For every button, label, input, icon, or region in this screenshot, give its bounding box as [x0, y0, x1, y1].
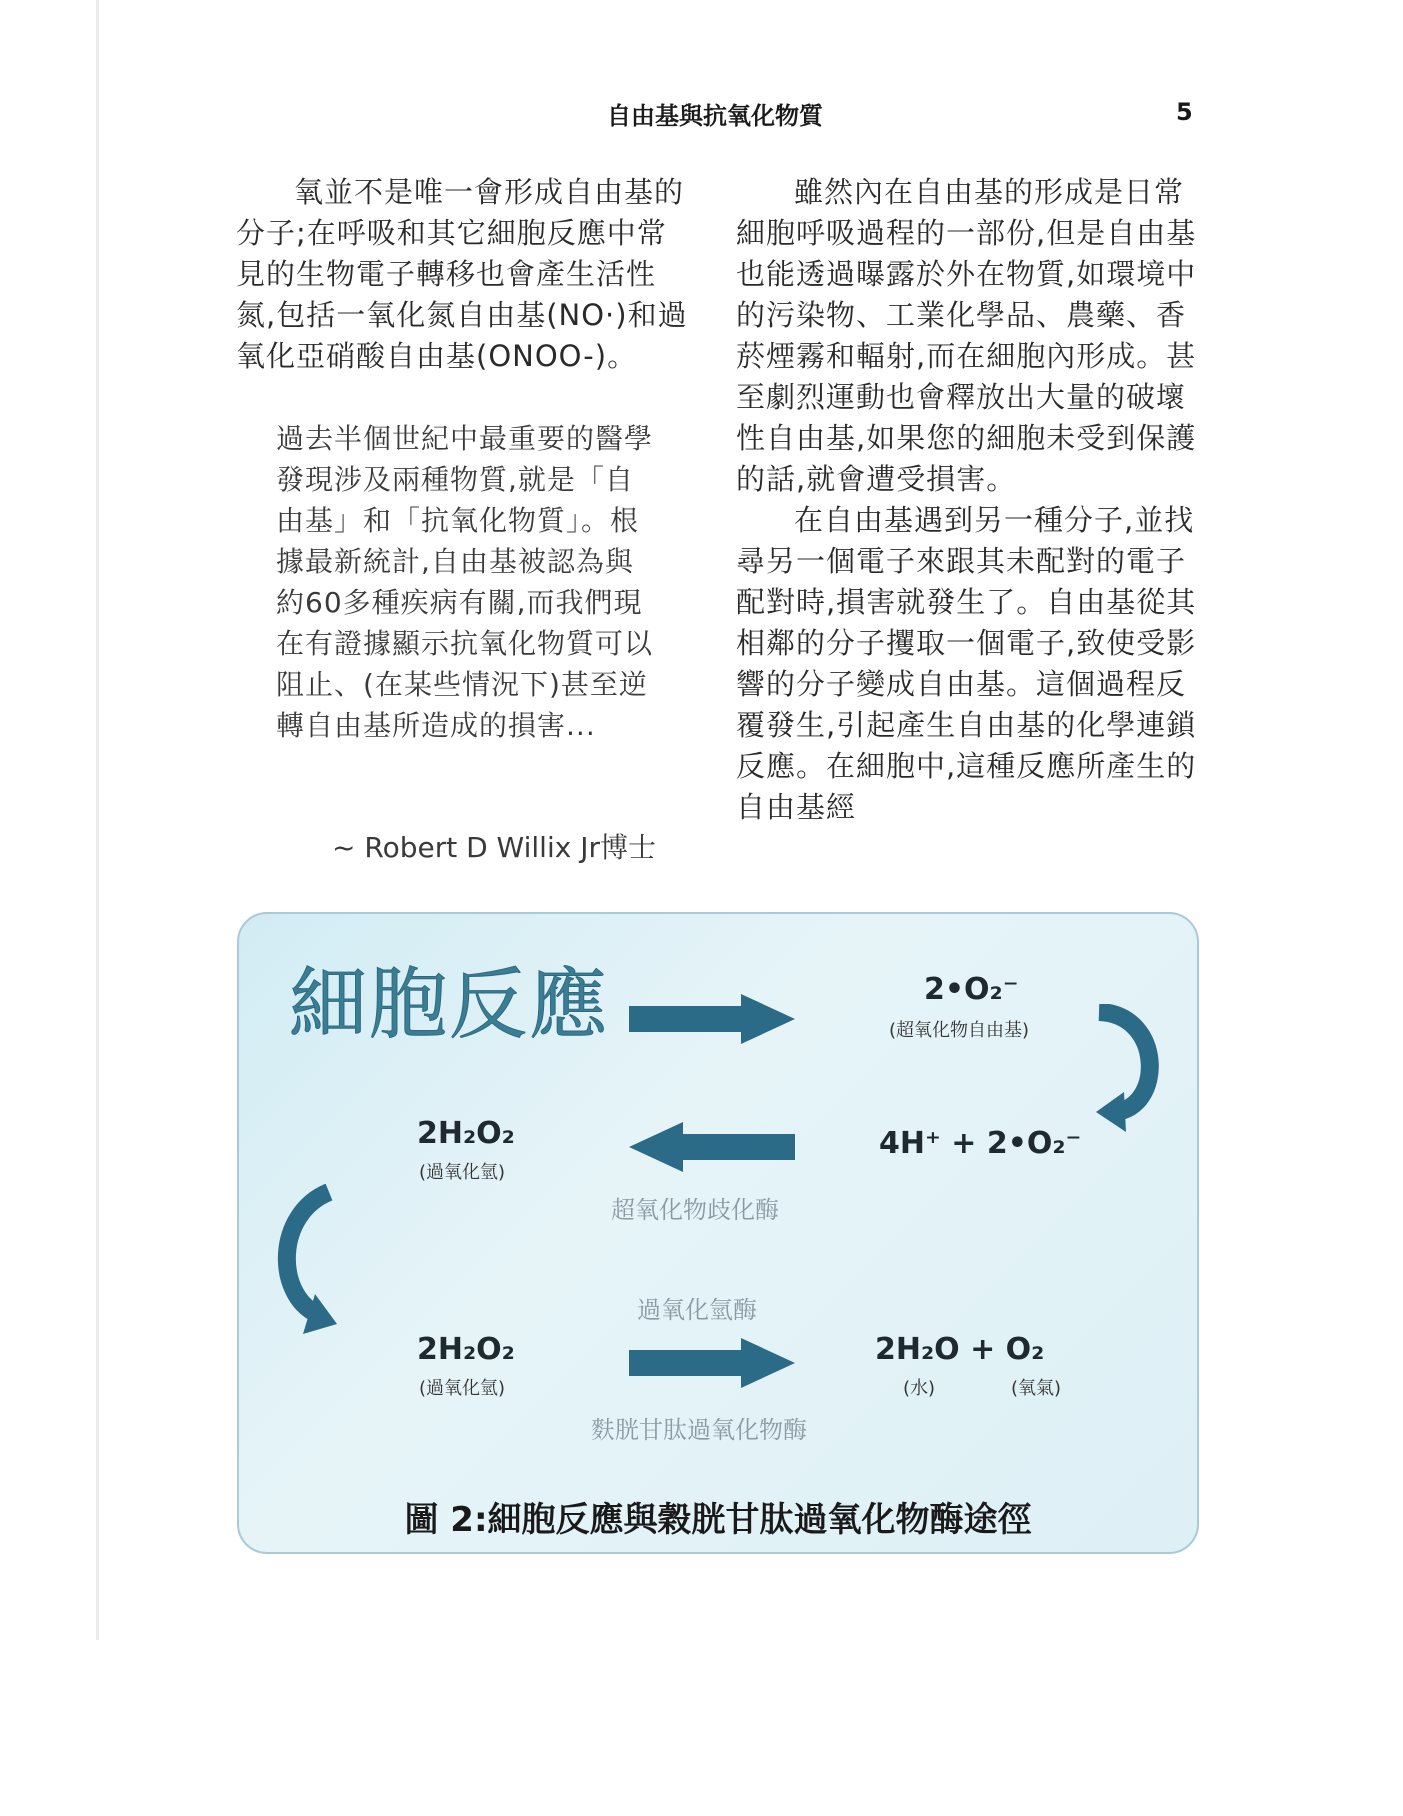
text-line: 在自由基遇到另一種分子,並: [794, 503, 1165, 537]
page-header: [0, 96, 1403, 136]
text-line: 基。這個過程反覆發生,引起產生: [736, 667, 1187, 742]
superoxide-formula: 2•O₂⁻: [924, 972, 1019, 1007]
figure-caption: 圖 2:細胞反應與穀胱甘肽過氧化物酶途徑: [404, 1500, 1032, 1540]
curved-arrow-down-icon: [1094, 1004, 1164, 1134]
text-line: 內形成。甚至劇烈運動也會釋放: [736, 339, 1197, 414]
text-line: 細胞呼吸過程的一部份,但是自: [736, 216, 1137, 250]
text-line: 過氧化亞硝酸自由基(ONOO-)。: [236, 298, 688, 373]
h2o2-bottom-label: (過氧化氫): [419, 1378, 506, 1399]
quote-line: 某些情況下)甚至逆轉自由: [276, 668, 648, 742]
text-line: 受損害。: [896, 462, 1017, 496]
text-line: 氧並不是唯一會形成自由基的: [294, 175, 685, 209]
text-line: 基從其相鄰的分子攫取一個電: [736, 585, 1197, 660]
text-line: 子,致使受影響的分子變成自由: [736, 626, 1197, 701]
quote-line: 抗氧化物質可以阻止、(在: [276, 627, 654, 701]
quote-line: 被認為與約60多種疾病有: [276, 545, 634, 619]
curved-arrow-left-down-icon: [267, 1184, 347, 1344]
figure-cellular-reaction: [237, 912, 1199, 1554]
quote-line: 關,而我們現在有證據顯示: [276, 586, 643, 660]
text-line: 雖然內在自由基的形成是日常: [794, 175, 1185, 209]
text-line: 由基也能透過曝露於外在物質,: [736, 216, 1197, 291]
arrow-right-icon: [629, 1338, 795, 1388]
superoxide-label: (超氧化物自由基): [889, 1020, 1030, 1041]
text-line: 農藥、香菸煙霧和輻射,而在細胞: [736, 298, 1187, 373]
quote-author: ~ Robert D Willix Jr博士: [332, 831, 656, 864]
oxygen-label: (氧氣): [1011, 1378, 1062, 1399]
enzyme-catalase-label: 過氧化氫酶: [637, 1296, 757, 1324]
text-line: 找尋另一個電子來跟其未配對的: [736, 503, 1195, 578]
right-column-text: [736, 172, 1198, 878]
text-line: 自由基的化學連鎖反應。在細胞: [736, 708, 1197, 783]
page-number: 5: [1176, 98, 1193, 126]
text-line: 如環境中的污染物、工業化學品、: [736, 257, 1197, 332]
h2o2-bottom-formula: 2H₂O₂: [417, 1332, 515, 1367]
right-paragraph-1: [736, 172, 1198, 500]
figure-title: 細胞反應: [289, 960, 610, 1050]
text-line: 的細胞未受到保護的話,就會遭: [736, 421, 1197, 496]
quote-line: 是「自由基」和「抗氧化物: [276, 463, 634, 537]
enzyme-sod-label: 超氧化物歧化酶: [611, 1196, 779, 1224]
arrow-right-icon: [629, 994, 795, 1044]
enzyme-gpx-label: 麩胱甘肽過氧化物酶: [591, 1416, 807, 1444]
quote-line: 醫學發現涉及兩種物質,就: [276, 422, 654, 496]
reactants-formula: 4H⁺ + 2•O₂⁻: [879, 1126, 1082, 1161]
h2o2-top-formula: 2H₂O₂: [417, 1116, 515, 1151]
quote-line: 質」。根據最新統計,自由基: [276, 504, 640, 578]
left-paragraph: [236, 172, 692, 377]
right-paragraph-2: [736, 500, 1198, 828]
text-line: 氮,包括一氧化氮自由基(NO·)和: [236, 298, 658, 332]
water-label: (水): [903, 1378, 936, 1399]
text-line: 電子配對時,損害就發生了。自由: [736, 544, 1187, 619]
pull-quote: [276, 418, 660, 746]
h2o2-top-label: (過氧化氫): [419, 1162, 506, 1183]
products-formula: 2H₂O + O₂: [875, 1332, 1045, 1367]
page-spine-line: [96, 0, 99, 1640]
text-line: 出大量的破壞性自由基,如果您: [736, 380, 1187, 455]
text-line: 見的生物電子轉移也會產生活性: [236, 257, 657, 291]
arrow-left-icon: [629, 1122, 795, 1172]
text-line: 分子;在呼吸和其它細胞反應中常: [236, 216, 667, 250]
running-title: 自由基與抗氧化物質: [607, 102, 823, 130]
quote-line: 過去半個世紀中最重要的: [276, 422, 596, 455]
left-column-text: [236, 172, 692, 377]
text-line: 中,這種反應所產生的自由基經: [736, 749, 1197, 824]
quote-line: 基所造成的損害...: [363, 709, 596, 742]
